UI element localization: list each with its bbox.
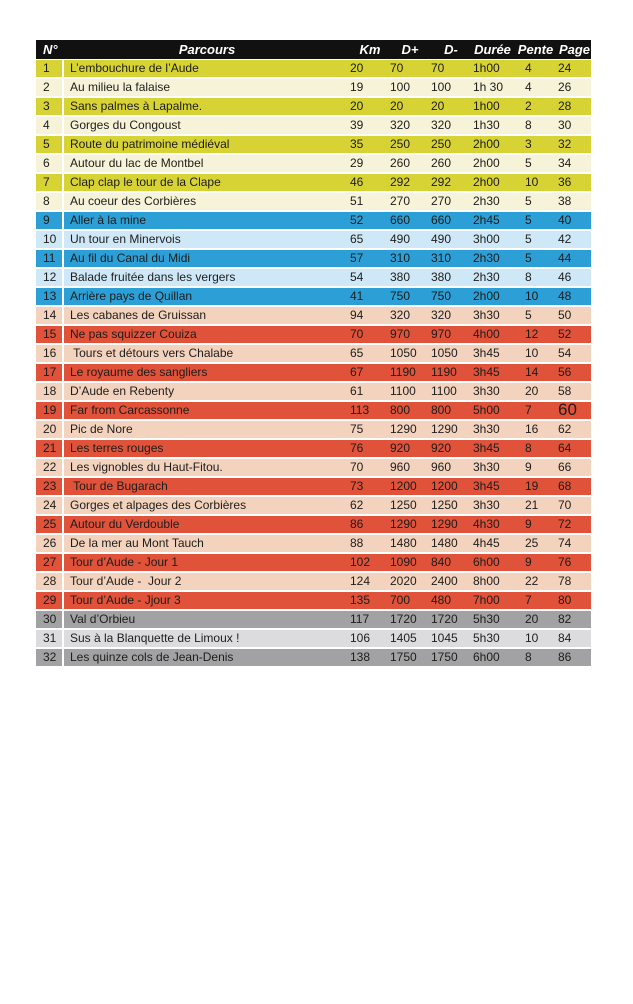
route-duree-cell: 2h45: [472, 212, 513, 229]
table-row: [36, 535, 591, 552]
route-number-cell: 3: [36, 98, 62, 115]
route-dplus-cell: 1405: [390, 630, 430, 647]
route-pente-cell: 8: [513, 269, 558, 286]
table-row: [36, 136, 591, 153]
route-number-cell: 32: [36, 649, 62, 666]
route-pente-cell: 9: [513, 554, 558, 571]
col-header-dplus: D+: [401, 42, 419, 57]
route-duree-cell: 2h00: [472, 155, 513, 172]
route-dplus-cell: 1190: [390, 364, 430, 381]
route-dminus-cell: 750: [430, 288, 472, 305]
route-dminus-cell: 380: [430, 269, 472, 286]
route-pente-cell: 19: [513, 478, 558, 495]
route-km-cell: 61: [350, 383, 390, 400]
route-number-cell: 14: [36, 307, 62, 324]
route-number-cell: 25: [36, 516, 62, 533]
route-dplus-cell: 2020: [390, 573, 430, 590]
route-name-cell: Gorges du Congoust: [64, 117, 350, 134]
route-page-cell: 34: [558, 155, 591, 172]
route-dminus-cell: 1100: [430, 383, 472, 400]
route-page-cell: 42: [558, 231, 591, 248]
route-pente-cell: 12: [513, 326, 558, 343]
route-pente-cell: 7: [513, 592, 558, 609]
table-row: [36, 60, 591, 77]
route-duree-cell: 3h00: [472, 231, 513, 248]
col-header-number: N°: [43, 42, 58, 57]
route-dminus-cell: 1050: [430, 345, 472, 362]
route-km-cell: 113: [350, 402, 390, 419]
route-km-cell: 20: [350, 98, 390, 115]
route-km-cell: 65: [350, 231, 390, 248]
table-row: [36, 383, 591, 400]
route-name-cell: Au coeur des Corbières: [64, 193, 350, 210]
route-page-cell: 72: [558, 516, 591, 533]
route-pente-cell: 5: [513, 231, 558, 248]
route-page-cell: 86: [558, 649, 591, 666]
route-page-cell: 50: [558, 307, 591, 324]
route-pente-cell: 21: [513, 497, 558, 514]
route-dplus-cell: 700: [390, 592, 430, 609]
route-page-cell: 38: [558, 193, 591, 210]
route-dminus-cell: 1290: [430, 421, 472, 438]
route-dminus-cell: 100: [430, 79, 472, 96]
route-number-cell: 8: [36, 193, 62, 210]
route-name-cell: Pic de Nore: [64, 421, 350, 438]
route-name-cell: D’Aude en Rebenty: [64, 383, 350, 400]
route-dminus-cell: 260: [430, 155, 472, 172]
route-km-cell: 46: [350, 174, 390, 191]
route-pente-cell: 5: [513, 307, 558, 324]
route-name-cell: Un tour en Minervois: [64, 231, 350, 248]
route-page-cell: 84: [558, 630, 591, 647]
route-number-cell: 29: [36, 592, 62, 609]
route-km-cell: 62: [350, 497, 390, 514]
table-row: [36, 345, 591, 362]
route-duree-cell: 3h30: [472, 307, 513, 324]
table-row: [36, 269, 591, 286]
route-dminus-cell: 20: [430, 98, 472, 115]
route-duree-cell: 4h45: [472, 535, 513, 552]
route-duree-cell: 3h45: [472, 364, 513, 381]
route-pente-cell: 8: [513, 440, 558, 457]
route-duree-cell: 1h00: [472, 98, 513, 115]
route-name-cell: Les terres rouges: [64, 440, 350, 457]
route-name-cell: De la mer au Mont Tauch: [64, 535, 350, 552]
route-dplus-cell: 490: [390, 231, 430, 248]
route-km-cell: 35: [350, 136, 390, 153]
route-dplus-cell: 920: [390, 440, 430, 457]
route-dplus-cell: 320: [390, 117, 430, 134]
route-dplus-cell: 20: [390, 98, 430, 115]
route-name-cell: Tour d’Aude - Jour 2: [64, 573, 350, 590]
route-dplus-cell: 660: [390, 212, 430, 229]
table-row: [36, 516, 591, 533]
route-dminus-cell: 660: [430, 212, 472, 229]
route-km-cell: 102: [350, 554, 390, 571]
route-pente-cell: 5: [513, 155, 558, 172]
route-km-cell: 75: [350, 421, 390, 438]
table-row: [36, 212, 591, 229]
route-page-cell: 44: [558, 250, 591, 267]
route-duree-cell: 6h00: [472, 554, 513, 571]
route-pente-cell: 7: [513, 402, 558, 419]
route-km-cell: 20: [350, 60, 390, 77]
route-dminus-cell: 1750: [430, 649, 472, 666]
route-km-cell: 88: [350, 535, 390, 552]
route-number-cell: 18: [36, 383, 62, 400]
route-pente-cell: 25: [513, 535, 558, 552]
route-dminus-cell: 960: [430, 459, 472, 476]
route-dminus-cell: 490: [430, 231, 472, 248]
route-number-cell: 23: [36, 478, 62, 495]
route-number-cell: 21: [36, 440, 62, 457]
route-number-cell: 15: [36, 326, 62, 343]
route-number-cell: 22: [36, 459, 62, 476]
table-row: [36, 98, 591, 115]
route-duree-cell: 1h 30: [472, 79, 513, 96]
route-pente-cell: 5: [513, 193, 558, 210]
route-number-cell: 11: [36, 250, 62, 267]
route-duree-cell: 3h45: [472, 440, 513, 457]
route-page-cell: 56: [558, 364, 591, 381]
route-km-cell: 70: [350, 326, 390, 343]
route-page-cell: 24: [558, 60, 591, 77]
route-name-cell: Arrière pays de Quillan: [64, 288, 350, 305]
route-km-cell: 39: [350, 117, 390, 134]
route-dplus-cell: 320: [390, 307, 430, 324]
route-duree-cell: 2h30: [472, 269, 513, 286]
route-dminus-cell: 292: [430, 174, 472, 191]
table-row: [36, 231, 591, 248]
col-header-km: Km: [359, 42, 381, 57]
route-km-cell: 106: [350, 630, 390, 647]
col-header-parcours: Parcours: [178, 42, 236, 57]
route-dminus-cell: 840: [430, 554, 472, 571]
table-row: [36, 497, 591, 514]
route-duree-cell: 3h30: [472, 497, 513, 514]
route-number-cell: 19: [36, 402, 62, 419]
route-number-cell: 5: [36, 136, 62, 153]
route-pente-cell: 5: [513, 250, 558, 267]
route-dminus-cell: 920: [430, 440, 472, 457]
route-name-cell: Tour de Bugarach: [64, 478, 350, 495]
route-pente-cell: 3: [513, 136, 558, 153]
route-dplus-cell: 250: [390, 136, 430, 153]
route-dminus-cell: 320: [430, 307, 472, 324]
route-dminus-cell: 2400: [430, 573, 472, 590]
route-duree-cell: 3h45: [472, 345, 513, 362]
route-pente-cell: 22: [513, 573, 558, 590]
route-pente-cell: 16: [513, 421, 558, 438]
route-pente-cell: 20: [513, 383, 558, 400]
route-name-cell: Les quinze cols de Jean-Denis: [64, 649, 350, 666]
route-number-cell: 10: [36, 231, 62, 248]
route-pente-cell: 4: [513, 79, 558, 96]
route-dplus-cell: 100: [390, 79, 430, 96]
route-page-cell: 70: [558, 497, 591, 514]
route-dplus-cell: 1090: [390, 554, 430, 571]
route-duree-cell: 2h30: [472, 193, 513, 210]
route-page-cell: 66: [558, 459, 591, 476]
route-pente-cell: 10: [513, 630, 558, 647]
route-page-cell: 54: [558, 345, 591, 362]
table-row: [36, 288, 591, 305]
route-pente-cell: 9: [513, 516, 558, 533]
table-row: [36, 573, 591, 590]
route-page-cell: 68: [558, 478, 591, 495]
route-page-cell: 60: [558, 402, 591, 419]
table-row: [36, 155, 591, 172]
route-km-cell: 19: [350, 79, 390, 96]
table-row: [36, 307, 591, 324]
route-page-cell: 58: [558, 383, 591, 400]
route-dminus-cell: 310: [430, 250, 472, 267]
route-page-cell: 26: [558, 79, 591, 96]
route-km-cell: 138: [350, 649, 390, 666]
route-number-cell: 24: [36, 497, 62, 514]
route-km-cell: 52: [350, 212, 390, 229]
route-pente-cell: 10: [513, 345, 558, 362]
route-pente-cell: 9: [513, 459, 558, 476]
route-km-cell: 67: [350, 364, 390, 381]
table-row: [36, 193, 591, 210]
route-name-cell: Au fil du Canal du Midi: [64, 250, 350, 267]
route-name-cell: Tours et détours vers Chalabe: [64, 345, 350, 362]
route-dminus-cell: 1720: [430, 611, 472, 628]
route-pente-cell: 20: [513, 611, 558, 628]
route-pente-cell: 10: [513, 288, 558, 305]
route-dminus-cell: 1045: [430, 630, 472, 647]
route-km-cell: 124: [350, 573, 390, 590]
route-pente-cell: 4: [513, 60, 558, 77]
route-number-cell: 28: [36, 573, 62, 590]
route-dplus-cell: 292: [390, 174, 430, 191]
route-name-cell: Clap clap le tour de la Clape: [64, 174, 350, 191]
table-row: [36, 250, 591, 267]
col-header-pente: Pente: [517, 42, 554, 57]
route-dminus-cell: 800: [430, 402, 472, 419]
route-dplus-cell: 800: [390, 402, 430, 419]
route-name-cell: Les cabanes de Gruissan: [64, 307, 350, 324]
route-dminus-cell: 250: [430, 136, 472, 153]
route-dplus-cell: 380: [390, 269, 430, 286]
route-duree-cell: 2h30: [472, 250, 513, 267]
route-page-cell: 36: [558, 174, 591, 191]
route-km-cell: 117: [350, 611, 390, 628]
route-duree-cell: 6h00: [472, 649, 513, 666]
table-row: [36, 630, 591, 647]
route-name-cell: Au milieu la falaise: [64, 79, 350, 96]
table-header-row: [36, 40, 591, 59]
route-name-cell: Le royaume des sangliers: [64, 364, 350, 381]
route-page-cell: 48: [558, 288, 591, 305]
route-km-cell: 41: [350, 288, 390, 305]
route-dplus-cell: 270: [390, 193, 430, 210]
route-pente-cell: 8: [513, 649, 558, 666]
route-name-cell: Tour d’Aude - Jjour 3: [64, 592, 350, 609]
route-page-cell: 64: [558, 440, 591, 457]
table-row: [36, 421, 591, 438]
route-name-cell: Balade fruitée dans les vergers: [64, 269, 350, 286]
route-dminus-cell: 70: [430, 60, 472, 77]
table-row: [36, 174, 591, 191]
route-dplus-cell: 1290: [390, 516, 430, 533]
route-dplus-cell: 970: [390, 326, 430, 343]
route-dplus-cell: 1250: [390, 497, 430, 514]
route-name-cell: Les vignobles du Haut-Fitou.: [64, 459, 350, 476]
route-number-cell: 6: [36, 155, 62, 172]
table-row: [36, 611, 591, 628]
route-dplus-cell: 70: [390, 60, 430, 77]
route-number-cell: 9: [36, 212, 62, 229]
route-name-cell: Gorges et alpages des Corbières: [64, 497, 350, 514]
route-name-cell: Tour d’Aude - Jour 1: [64, 554, 350, 571]
route-duree-cell: 1h00: [472, 60, 513, 77]
route-km-cell: 86: [350, 516, 390, 533]
route-pente-cell: 14: [513, 364, 558, 381]
route-km-cell: 70: [350, 459, 390, 476]
route-dminus-cell: 1200: [430, 478, 472, 495]
route-page-cell: 76: [558, 554, 591, 571]
route-dplus-cell: 750: [390, 288, 430, 305]
route-number-cell: 17: [36, 364, 62, 381]
route-duree-cell: 3h45: [472, 478, 513, 495]
table-row: [36, 364, 591, 381]
route-km-cell: 29: [350, 155, 390, 172]
route-km-cell: 65: [350, 345, 390, 362]
route-duree-cell: 3h30: [472, 459, 513, 476]
route-page-cell: 40: [558, 212, 591, 229]
table-row: [36, 440, 591, 457]
route-number-cell: 26: [36, 535, 62, 552]
table-body: [36, 60, 591, 666]
route-dminus-cell: 320: [430, 117, 472, 134]
col-header-duree: Durée: [474, 42, 511, 57]
route-name-cell: Val d’Orbieu: [64, 611, 350, 628]
route-duree-cell: 3h30: [472, 421, 513, 438]
route-duree-cell: 5h00: [472, 402, 513, 419]
route-page-cell: 52: [558, 326, 591, 343]
route-duree-cell: 3h30: [472, 383, 513, 400]
route-page-cell: 80: [558, 592, 591, 609]
table-row: [36, 402, 591, 419]
route-number-cell: 20: [36, 421, 62, 438]
route-number-cell: 7: [36, 174, 62, 191]
route-dplus-cell: 1290: [390, 421, 430, 438]
route-pente-cell: 2: [513, 98, 558, 115]
route-dminus-cell: 480: [430, 592, 472, 609]
route-dplus-cell: 310: [390, 250, 430, 267]
route-duree-cell: 2h00: [472, 174, 513, 191]
route-number-cell: 1: [36, 60, 62, 77]
route-page-cell: 74: [558, 535, 591, 552]
table-row: [36, 79, 591, 96]
route-km-cell: 76: [350, 440, 390, 457]
route-km-cell: 54: [350, 269, 390, 286]
route-km-cell: 94: [350, 307, 390, 324]
col-header-page: Page: [558, 42, 591, 57]
route-number-cell: 27: [36, 554, 62, 571]
route-dminus-cell: 1250: [430, 497, 472, 514]
route-name-cell: Aller à la mine: [64, 212, 350, 229]
route-duree-cell: 1h30: [472, 117, 513, 134]
route-dplus-cell: 1480: [390, 535, 430, 552]
table-row: [36, 117, 591, 134]
route-pente-cell: 8: [513, 117, 558, 134]
route-duree-cell: 4h00: [472, 326, 513, 343]
route-page-cell: 28: [558, 98, 591, 115]
route-duree-cell: 5h30: [472, 611, 513, 628]
route-name-cell: Sus à la Blanquette de Limoux !: [64, 630, 350, 647]
route-page-cell: 82: [558, 611, 591, 628]
route-dminus-cell: 1480: [430, 535, 472, 552]
route-name-cell: Autour du Verdouble: [64, 516, 350, 533]
route-page-cell: 78: [558, 573, 591, 590]
route-duree-cell: 5h30: [472, 630, 513, 647]
routes-table: [36, 40, 591, 668]
route-name-cell: Autour du lac de Montbel: [64, 155, 350, 172]
route-pente-cell: 5: [513, 212, 558, 229]
table-row: [36, 554, 591, 571]
route-number-cell: 12: [36, 269, 62, 286]
route-dplus-cell: 1100: [390, 383, 430, 400]
route-name-cell: Far from Carcassonne: [64, 402, 350, 419]
route-km-cell: 73: [350, 478, 390, 495]
route-dplus-cell: 1750: [390, 649, 430, 666]
table-row: [36, 478, 591, 495]
route-page-cell: 46: [558, 269, 591, 286]
route-km-cell: 51: [350, 193, 390, 210]
route-number-cell: 31: [36, 630, 62, 647]
table-row: [36, 649, 591, 666]
route-dplus-cell: 1720: [390, 611, 430, 628]
route-number-cell: 30: [36, 611, 62, 628]
route-number-cell: 4: [36, 117, 62, 134]
route-dminus-cell: 1290: [430, 516, 472, 533]
route-dplus-cell: 260: [390, 155, 430, 172]
table-row: [36, 592, 591, 609]
route-name-cell: Ne pas squizzer Couiza: [64, 326, 350, 343]
table-row: [36, 459, 591, 476]
route-dplus-cell: 1200: [390, 478, 430, 495]
col-header-dminus: D-: [444, 42, 458, 57]
route-duree-cell: 4h30: [472, 516, 513, 533]
route-pente-cell: 10: [513, 174, 558, 191]
route-name-cell: Sans palmes à Lapalme.: [64, 98, 350, 115]
route-number-cell: 2: [36, 79, 62, 96]
route-dminus-cell: 1190: [430, 364, 472, 381]
route-duree-cell: 7h00: [472, 592, 513, 609]
route-dplus-cell: 1050: [390, 345, 430, 362]
route-duree-cell: 2h00: [472, 136, 513, 153]
route-name-cell: Route du patrimoine médiéval: [64, 136, 350, 153]
route-page-cell: 30: [558, 117, 591, 134]
table-row: [36, 326, 591, 343]
route-number-cell: 16: [36, 345, 62, 362]
route-dplus-cell: 960: [390, 459, 430, 476]
route-dminus-cell: 970: [430, 326, 472, 343]
route-km-cell: 57: [350, 250, 390, 267]
route-page-cell: 62: [558, 421, 591, 438]
route-km-cell: 135: [350, 592, 390, 609]
route-page-cell: 32: [558, 136, 591, 153]
route-duree-cell: 8h00: [472, 573, 513, 590]
route-duree-cell: 2h00: [472, 288, 513, 305]
route-name-cell: L’embouchure de l’Aude: [64, 60, 350, 77]
route-dminus-cell: 270: [430, 193, 472, 210]
route-number-cell: 13: [36, 288, 62, 305]
